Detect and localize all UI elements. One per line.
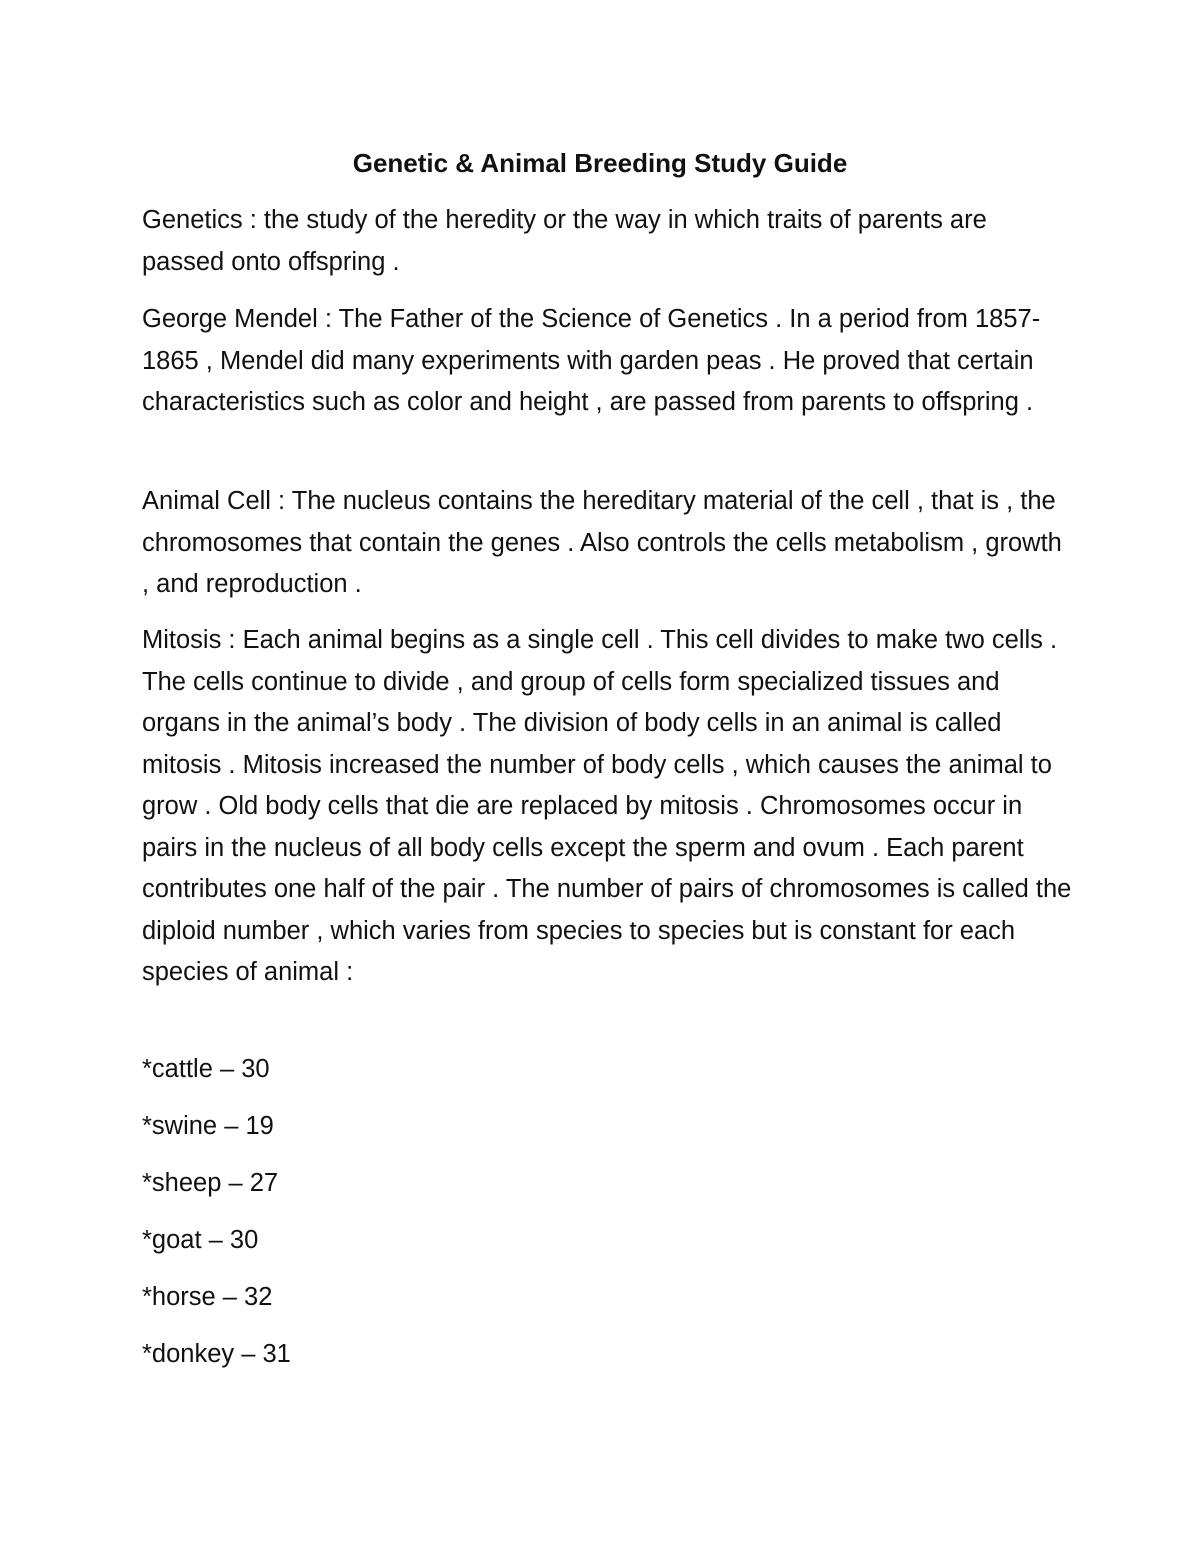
list-item: *goat – 30 (142, 1226, 259, 1254)
paragraph-mitosis: Mitosis : Each animal begins as a single cell . This cell divides to make two cells . The cells continue to divide , and group of cells form specialized tissues and organs in the animal’s body . The division of body cells in an animal is called mitosis . Mitosis increased the number of body cells , which causes the animal to grow . Old body cells that die are replaced by mitosis . Chromosomes occur in pairs in the nucleus of all body cells except the sperm and ovum . Each parent contributes one half of the pair . The number of pairs of chromosomes is called the diploid number , which varies from species to species but is constant for each species of animal : (142, 626, 1072, 986)
paragraph-animal-cell: Animal Cell : The nucleus contains the hereditary material of the cell , that is , the chromosomes that contain the genes . Also controls the cells metabolism , growth , and reproduction . (142, 487, 1062, 598)
list-item: *horse – 32 (142, 1283, 273, 1311)
list-item: *donkey – 31 (142, 1340, 291, 1368)
paragraph-genetics: Genetics : the study of the heredity or the way in which traits of parents are passed onto offspring . (142, 206, 987, 276)
list-item: *cattle – 30 (142, 1055, 270, 1083)
list-item: *sheep – 27 (142, 1169, 279, 1197)
paragraph-mendel: George Mendel : The Father of the Science of Genetics . In a period from 1857-1865 , Mendel did many experiments with garden peas . He proved that certain characteristics such as color and height , are passed from parents to offspring . (142, 305, 1041, 416)
document-title: Genetic & Animal Breeding Study Guide (352, 148, 848, 178)
list-item: *swine – 19 (142, 1112, 274, 1140)
